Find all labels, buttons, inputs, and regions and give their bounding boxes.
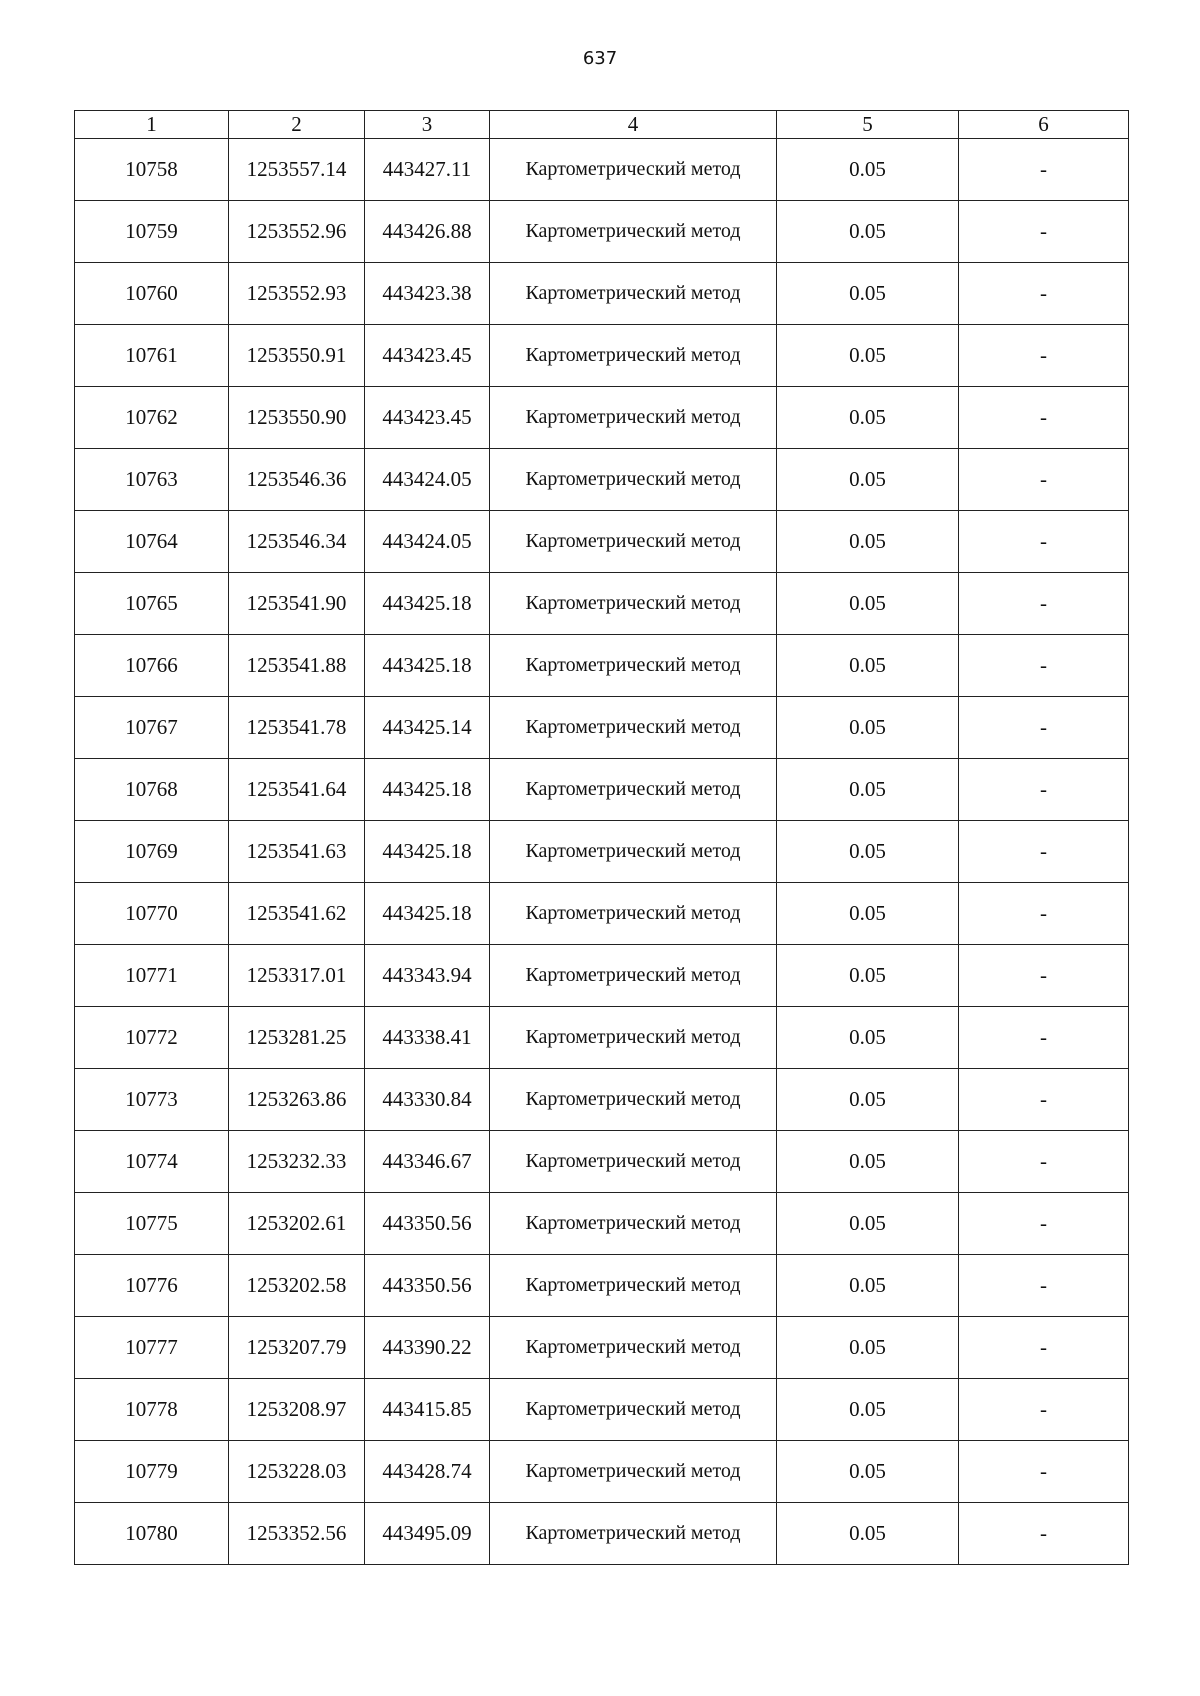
table-row: [75, 263, 1129, 325]
method-cell: Картометрический метод: [490, 573, 777, 635]
x-coordinate-cell: 1253550.90: [229, 387, 365, 449]
note-cell: -: [959, 1379, 1129, 1441]
accuracy-cell: 0.05: [777, 635, 959, 697]
column-header: 4: [490, 111, 777, 139]
y-coordinate-cell: 443390.22: [365, 1317, 490, 1379]
table-row: [75, 1255, 1129, 1317]
note-cell: -: [959, 635, 1129, 697]
x-coordinate-cell: 1253352.56: [229, 1503, 365, 1565]
note-cell: -: [959, 697, 1129, 759]
point-number-cell: 10773: [75, 1069, 229, 1131]
point-number-cell: 10765: [75, 573, 229, 635]
x-coordinate-cell: 1253541.64: [229, 759, 365, 821]
point-number-cell: 10769: [75, 821, 229, 883]
point-number-cell: 10780: [75, 1503, 229, 1565]
table-row: [75, 821, 1129, 883]
accuracy-cell: 0.05: [777, 1255, 959, 1317]
method-cell: Картометрический метод: [490, 1193, 777, 1255]
accuracy-cell: 0.05: [777, 945, 959, 1007]
table-row: [75, 1503, 1129, 1565]
method-cell: Картометрический метод: [490, 387, 777, 449]
method-cell: Картометрический метод: [490, 1131, 777, 1193]
x-coordinate-cell: 1253232.33: [229, 1131, 365, 1193]
table-row: [75, 1441, 1129, 1503]
point-number-cell: 10778: [75, 1379, 229, 1441]
point-number-cell: 10768: [75, 759, 229, 821]
accuracy-cell: 0.05: [777, 1007, 959, 1069]
x-coordinate-cell: 1253263.86: [229, 1069, 365, 1131]
accuracy-cell: 0.05: [777, 511, 959, 573]
method-cell: Картометрический метод: [490, 1069, 777, 1131]
note-cell: -: [959, 573, 1129, 635]
table-row: [75, 945, 1129, 1007]
point-number-cell: 10764: [75, 511, 229, 573]
method-cell: Картометрический метод: [490, 511, 777, 573]
y-coordinate-cell: 443343.94: [365, 945, 490, 1007]
accuracy-cell: 0.05: [777, 139, 959, 201]
method-cell: Картометрический метод: [490, 945, 777, 1007]
column-header: 1: [75, 111, 229, 139]
table-header-row: [75, 111, 1129, 139]
table-row: [75, 697, 1129, 759]
y-coordinate-cell: 443425.18: [365, 883, 490, 945]
table-row: [75, 449, 1129, 511]
note-cell: -: [959, 511, 1129, 573]
table-row: [75, 883, 1129, 945]
table-row: [75, 1317, 1129, 1379]
y-coordinate-cell: 443424.05: [365, 511, 490, 573]
column-header: 6: [959, 111, 1129, 139]
x-coordinate-cell: 1253552.93: [229, 263, 365, 325]
accuracy-cell: 0.05: [777, 1131, 959, 1193]
note-cell: -: [959, 821, 1129, 883]
note-cell: -: [959, 1255, 1129, 1317]
note-cell: -: [959, 883, 1129, 945]
method-cell: Картометрический метод: [490, 697, 777, 759]
y-coordinate-cell: 443425.18: [365, 821, 490, 883]
y-coordinate-cell: 443425.18: [365, 573, 490, 635]
point-number-cell: 10762: [75, 387, 229, 449]
y-coordinate-cell: 443424.05: [365, 449, 490, 511]
method-cell: Картометрический метод: [490, 263, 777, 325]
note-cell: -: [959, 139, 1129, 201]
method-cell: Картометрический метод: [490, 1007, 777, 1069]
y-coordinate-cell: 443425.18: [365, 635, 490, 697]
x-coordinate-cell: 1253281.25: [229, 1007, 365, 1069]
point-number-cell: 10767: [75, 697, 229, 759]
note-cell: -: [959, 449, 1129, 511]
accuracy-cell: 0.05: [777, 387, 959, 449]
x-coordinate-cell: 1253546.36: [229, 449, 365, 511]
point-number-cell: 10776: [75, 1255, 229, 1317]
table-row: [75, 759, 1129, 821]
note-cell: -: [959, 263, 1129, 325]
table-row: [75, 635, 1129, 697]
y-coordinate-cell: 443423.38: [365, 263, 490, 325]
note-cell: -: [959, 1317, 1129, 1379]
note-cell: -: [959, 1193, 1129, 1255]
y-coordinate-cell: 443423.45: [365, 325, 490, 387]
column-header: 3: [365, 111, 490, 139]
point-number-cell: 10774: [75, 1131, 229, 1193]
accuracy-cell: 0.05: [777, 1441, 959, 1503]
x-coordinate-cell: 1253550.91: [229, 325, 365, 387]
y-coordinate-cell: 443425.18: [365, 759, 490, 821]
x-coordinate-cell: 1253228.03: [229, 1441, 365, 1503]
x-coordinate-cell: 1253552.96: [229, 201, 365, 263]
coordinates-table: [74, 110, 1129, 1565]
note-cell: -: [959, 1441, 1129, 1503]
accuracy-cell: 0.05: [777, 325, 959, 387]
method-cell: Картометрический метод: [490, 1255, 777, 1317]
point-number-cell: 10761: [75, 325, 229, 387]
method-cell: Картометрический метод: [490, 1441, 777, 1503]
y-coordinate-cell: 443427.11: [365, 139, 490, 201]
point-number-cell: 10759: [75, 201, 229, 263]
y-coordinate-cell: 443338.41: [365, 1007, 490, 1069]
x-coordinate-cell: 1253541.63: [229, 821, 365, 883]
method-cell: Картометрический метод: [490, 821, 777, 883]
y-coordinate-cell: 443350.56: [365, 1193, 490, 1255]
table-row: [75, 1379, 1129, 1441]
accuracy-cell: 0.05: [777, 263, 959, 325]
accuracy-cell: 0.05: [777, 201, 959, 263]
accuracy-cell: 0.05: [777, 449, 959, 511]
y-coordinate-cell: 443346.67: [365, 1131, 490, 1193]
x-coordinate-cell: 1253541.88: [229, 635, 365, 697]
y-coordinate-cell: 443330.84: [365, 1069, 490, 1131]
x-coordinate-cell: 1253541.78: [229, 697, 365, 759]
accuracy-cell: 0.05: [777, 883, 959, 945]
x-coordinate-cell: 1253207.79: [229, 1317, 365, 1379]
note-cell: -: [959, 1069, 1129, 1131]
x-coordinate-cell: 1253546.34: [229, 511, 365, 573]
point-number-cell: 10779: [75, 1441, 229, 1503]
x-coordinate-cell: 1253557.14: [229, 139, 365, 201]
note-cell: -: [959, 1007, 1129, 1069]
note-cell: -: [959, 1503, 1129, 1565]
table-row: [75, 1193, 1129, 1255]
accuracy-cell: 0.05: [777, 697, 959, 759]
note-cell: -: [959, 201, 1129, 263]
method-cell: Картометрический метод: [490, 1379, 777, 1441]
table-row: [75, 1069, 1129, 1131]
method-cell: Картометрический метод: [490, 635, 777, 697]
table-row: [75, 573, 1129, 635]
y-coordinate-cell: 443415.85: [365, 1379, 490, 1441]
x-coordinate-cell: 1253208.97: [229, 1379, 365, 1441]
accuracy-cell: 0.05: [777, 759, 959, 821]
accuracy-cell: 0.05: [777, 1379, 959, 1441]
point-number-cell: 10771: [75, 945, 229, 1007]
page-number: 637: [582, 48, 618, 69]
note-cell: -: [959, 1131, 1129, 1193]
point-number-cell: 10758: [75, 139, 229, 201]
point-number-cell: 10772: [75, 1007, 229, 1069]
accuracy-cell: 0.05: [777, 1069, 959, 1131]
x-coordinate-cell: 1253202.61: [229, 1193, 365, 1255]
column-header: 5: [777, 111, 959, 139]
table-row: [75, 325, 1129, 387]
point-number-cell: 10777: [75, 1317, 229, 1379]
method-cell: Картометрический метод: [490, 139, 777, 201]
note-cell: -: [959, 387, 1129, 449]
note-cell: -: [959, 945, 1129, 1007]
note-cell: -: [959, 759, 1129, 821]
x-coordinate-cell: 1253541.62: [229, 883, 365, 945]
point-number-cell: 10775: [75, 1193, 229, 1255]
accuracy-cell: 0.05: [777, 821, 959, 883]
point-number-cell: 10760: [75, 263, 229, 325]
y-coordinate-cell: 443423.45: [365, 387, 490, 449]
y-coordinate-cell: 443426.88: [365, 201, 490, 263]
accuracy-cell: 0.05: [777, 1503, 959, 1565]
method-cell: Картометрический метод: [490, 759, 777, 821]
point-number-cell: 10770: [75, 883, 229, 945]
y-coordinate-cell: 443350.56: [365, 1255, 490, 1317]
y-coordinate-cell: 443425.14: [365, 697, 490, 759]
table-row: [75, 201, 1129, 263]
note-cell: -: [959, 325, 1129, 387]
method-cell: Картометрический метод: [490, 449, 777, 511]
table-body: [75, 139, 1129, 1565]
table-row: [75, 1131, 1129, 1193]
x-coordinate-cell: 1253317.01: [229, 945, 365, 1007]
method-cell: Картометрический метод: [490, 1503, 777, 1565]
table-row: [75, 139, 1129, 201]
accuracy-cell: 0.05: [777, 573, 959, 635]
accuracy-cell: 0.05: [777, 1317, 959, 1379]
table-row: [75, 1007, 1129, 1069]
method-cell: Картометрический метод: [490, 201, 777, 263]
y-coordinate-cell: 443495.09: [365, 1503, 490, 1565]
method-cell: Картометрический метод: [490, 325, 777, 387]
method-cell: Картометрический метод: [490, 1317, 777, 1379]
method-cell: Картометрический метод: [490, 883, 777, 945]
x-coordinate-cell: 1253202.58: [229, 1255, 365, 1317]
accuracy-cell: 0.05: [777, 1193, 959, 1255]
point-number-cell: 10763: [75, 449, 229, 511]
point-number-cell: 10766: [75, 635, 229, 697]
column-header: 2: [229, 111, 365, 139]
table-row: [75, 387, 1129, 449]
y-coordinate-cell: 443428.74: [365, 1441, 490, 1503]
table-row: [75, 511, 1129, 573]
x-coordinate-cell: 1253541.90: [229, 573, 365, 635]
